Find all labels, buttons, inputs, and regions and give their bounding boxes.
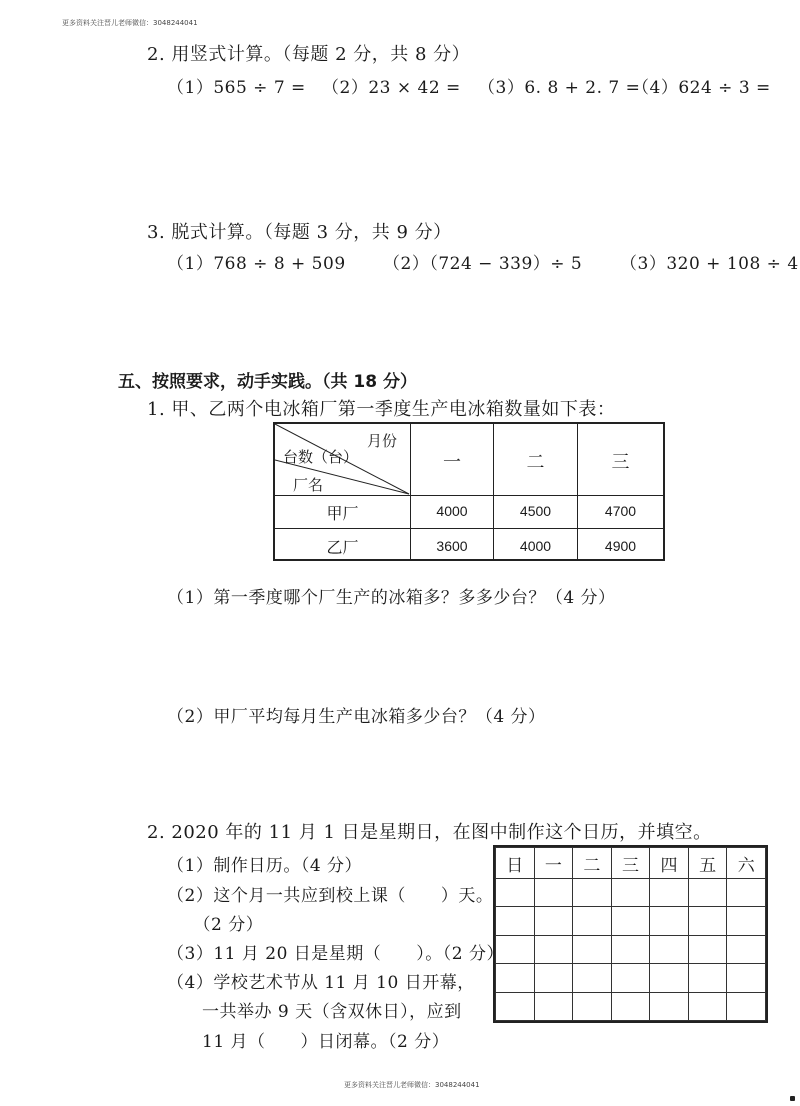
q3-item-2: （2）（724 − 339）÷ 5 [383, 254, 583, 274]
cal-cell[interactable] [573, 992, 612, 1020]
yi-month-1: 3600 [436, 538, 468, 554]
yi-month-3: 4900 [604, 538, 637, 554]
cal-cell[interactable] [611, 907, 650, 935]
cal-cell[interactable] [573, 907, 612, 935]
problem-2-line-5: （4）学校艺术节从 11 月 10 日开幕， [167, 973, 475, 993]
cal-cell[interactable] [727, 964, 766, 992]
cal-cell[interactable] [496, 907, 535, 935]
section-5-title: 五、按照要求，动手实践。（共 18 分） [118, 372, 417, 392]
cal-cell[interactable] [534, 907, 573, 935]
q3-item-1: （1）768 ÷ 8 + 509 [167, 254, 346, 274]
cal-cell[interactable] [534, 879, 573, 907]
problem-1-sub-2: （2）甲厂平均每月生产电冰箱多少台？（4 分） [167, 707, 546, 727]
problem-2-line-7: 11 月（ ）日闭幕。（2 分） [167, 1032, 450, 1052]
cal-cell[interactable] [573, 964, 612, 992]
calendar-grid [493, 845, 768, 1023]
cal-cell[interactable] [650, 879, 689, 907]
problem-2-line-4: （3）11 月 20 日是星期（ ）。（2 分） [167, 944, 505, 964]
cal-cell[interactable] [650, 964, 689, 992]
cal-header-tue: 二 [573, 848, 612, 879]
q3-title: 3. 脱式计算。（每题 3 分，共 9 分） [147, 222, 452, 243]
cal-cell[interactable] [650, 992, 689, 1020]
jia-month-3: 4700 [604, 503, 637, 519]
cal-cell[interactable] [688, 907, 727, 935]
cal-cell[interactable] [688, 879, 727, 907]
cal-cell[interactable] [727, 992, 766, 1020]
q3-item-3: （3）320 + 108 ÷ 4 [620, 254, 799, 274]
cal-cell[interactable] [534, 992, 573, 1020]
cal-cell[interactable] [496, 964, 535, 992]
cal-cell[interactable] [688, 964, 727, 992]
cal-cell[interactable] [611, 935, 650, 963]
cal-cell[interactable] [611, 992, 650, 1020]
corner-mark [790, 1096, 795, 1101]
cal-header-sun: 日 [496, 848, 535, 879]
cal-cell[interactable] [727, 935, 766, 963]
cal-header-sat: 六 [727, 848, 766, 879]
corner-count-label: 台数（台） [283, 448, 359, 466]
q2-item-2: （2）23 × 42 = [322, 78, 461, 98]
production-table [273, 422, 665, 561]
cal-cell[interactable] [650, 907, 689, 935]
jia-month-1: 4000 [436, 503, 468, 519]
cal-cell[interactable] [611, 964, 650, 992]
month-1: 一 [443, 452, 461, 473]
cal-cell[interactable] [534, 964, 573, 992]
cal-header-wed: 三 [611, 848, 650, 879]
cal-header-thu: 四 [650, 848, 689, 879]
cal-cell[interactable] [727, 907, 766, 935]
cal-cell[interactable] [573, 935, 612, 963]
cal-cell[interactable] [496, 935, 535, 963]
month-2: 二 [526, 452, 545, 473]
header-note: 更多资料关注晋儿老师微信：3048244041 [62, 19, 198, 27]
problem-1-sub-1: （1）第一季度哪个厂生产的冰箱多？多多少台？（4 分） [167, 588, 616, 608]
problem-1-intro: 1. 甲、乙两个电冰箱厂第一季度生产电冰箱数量如下表： [147, 399, 616, 420]
cal-cell[interactable] [688, 935, 727, 963]
cal-cell[interactable] [688, 992, 727, 1020]
corner-factory-label: 厂名 [293, 476, 324, 494]
yi-month-2: 4000 [519, 538, 552, 554]
cal-cell[interactable] [650, 935, 689, 963]
factory-yi: 乙厂 [326, 538, 359, 557]
cal-cell[interactable] [573, 879, 612, 907]
q2-item-4: （4）624 ÷ 3 = [632, 78, 771, 98]
problem-2-line-1: （1）制作日历。（4 分） [167, 856, 363, 876]
problem-2-intro: 2. 2020 年的 11 月 1 日是星期日，在图中制作这个日历，并填空。 [147, 822, 712, 843]
jia-month-2: 4500 [519, 503, 552, 519]
cal-cell[interactable] [534, 935, 573, 963]
cal-cell[interactable] [496, 879, 535, 907]
q2-title: 2. 用竖式计算。（每题 2 分，共 8 分） [147, 44, 471, 65]
problem-2-line-2: （2）这个月一共应到校上课（ ）天。 [167, 886, 494, 906]
cal-header-mon: 一 [534, 848, 573, 879]
month-3: 三 [611, 452, 630, 473]
cal-header-fri: 五 [688, 848, 727, 879]
q2-item-1: （1）565 ÷ 7 = [167, 78, 306, 98]
corner-month-label: 月份 [367, 432, 398, 450]
cal-cell[interactable] [727, 879, 766, 907]
q2-item-3: （3）6. 8 + 2. 7 = [478, 78, 641, 98]
problem-2-line-3: （2 分） [167, 915, 264, 935]
cal-cell[interactable] [611, 879, 650, 907]
problem-2-line-6: 一共举办 9 天（含双休日），应到 [167, 1002, 462, 1022]
footer-note: 更多资料关注晋儿老师微信：3048244041 [344, 1081, 480, 1089]
factory-jia: 甲厂 [326, 504, 359, 523]
cal-cell[interactable] [496, 992, 535, 1020]
